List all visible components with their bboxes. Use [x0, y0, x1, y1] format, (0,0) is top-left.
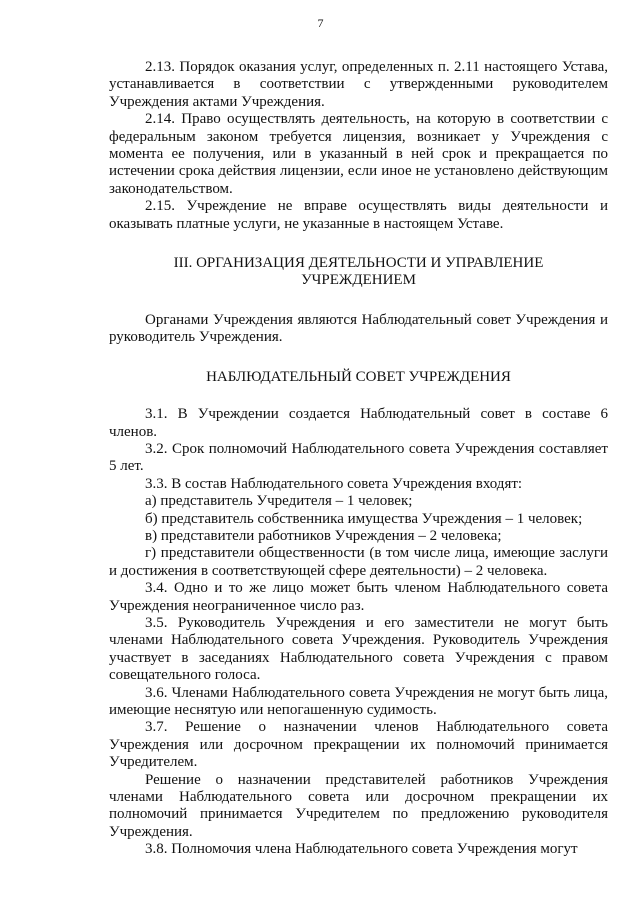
section-heading-line-2: УЧРЕЖДЕНИЕМ: [301, 272, 416, 289]
clause-3-7: 3.7. Решение о назначении членов Наблюдательного совета Учреждения или досрочном прекращении их полномочий принимается Учредителем.: [109, 719, 608, 771]
clause-3-3: 3.3. В состав Наблюдательного совета Учреждения входят:: [145, 475, 523, 492]
clause-3-3-item-b: б) представитель собственника имущества Учреждения – 1 человек;: [145, 510, 583, 527]
subsection-heading-council: НАБЛЮДАТЕЛЬНЫЙ СОВЕТ УЧРЕЖДЕНИЯ: [206, 368, 511, 385]
clause-3-8: 3.8. Полномочия члена Наблюдательного совета Учреждения могут: [145, 841, 578, 858]
clause-3-3-item-v: в) представители работников Учреждения – 2 человека;: [145, 527, 502, 544]
clause-3-3-item-g: г) представители общественности (в том числе лица, имеющие заслуги и достижения в соответствующей сфере деятельности) – 2 человека.: [109, 545, 608, 579]
clause-2-14: 2.14. Право осуществлять деятельность, на которую в соответствии с федеральным законом требуется лицензия, возникает у Учреждения с момента ее получения, или в указанный в ней срок и прекращается по истечении срока действия лицензии, если иное не установлено действующим законодательством.: [109, 111, 608, 197]
clause-3-5: 3.5. Руководитель Учреждения и его заместители не могут быть членами Наблюдательного совета Учреждения. Руководитель Учреждения участвует в заседаниях Наблюдательного совета Учреждения с правом совещательного голоса.: [109, 614, 608, 684]
clause-3-7-part-2: Решение о назначении представителей работников Учреждения членами Наблюдательного совета или досрочном прекращении их полномочий принимается Учредителем по предложению руководителя Учреждения.: [109, 771, 608, 840]
clause-3-6: 3.6. Членами Наблюдательного совета Учреждения не могут быть лица, имеющие неснятую или непогашенную судимость.: [109, 684, 608, 718]
clause-2-15: 2.15. Учреждение не вправе осуществлять виды деятельности и оказывать платные услуги, не указанные в настоящем Уставе.: [109, 198, 608, 232]
clause-2-13: 2.13. Порядок оказания услуг, определенных п. 2.11 настоящего Устава, устанавливается в соответствии с утвержденными руководителем Учреждения актами Учреждения.: [109, 59, 608, 110]
clause-3-4: 3.4. Одно и то же лицо может быть членом Наблюдательного совета Учреждения неограниченное число раз.: [109, 580, 608, 614]
clause-3-2: 3.2. Срок полномочий Наблюдательного совета Учреждения составляет 5 лет.: [109, 440, 608, 475]
section-heading-organization: [109, 255, 608, 290]
clause-3-3-item-a: а) представитель Учредителя – 1 человек;: [145, 493, 413, 510]
organs-paragraph: Органами Учреждения являются Наблюдательный совет Учреждения и руководитель Учреждения.: [109, 311, 608, 346]
page-number: 7: [317, 16, 324, 30]
clause-3-1: 3.1. В Учреждении создается Наблюдательный совет в составе 6 членов.: [109, 406, 608, 440]
section-heading-line-1: III. ОРГАНИЗАЦИЯ ДЕЯТЕЛЬНОСТИ И УПРАВЛЕНИЕ: [173, 255, 544, 272]
